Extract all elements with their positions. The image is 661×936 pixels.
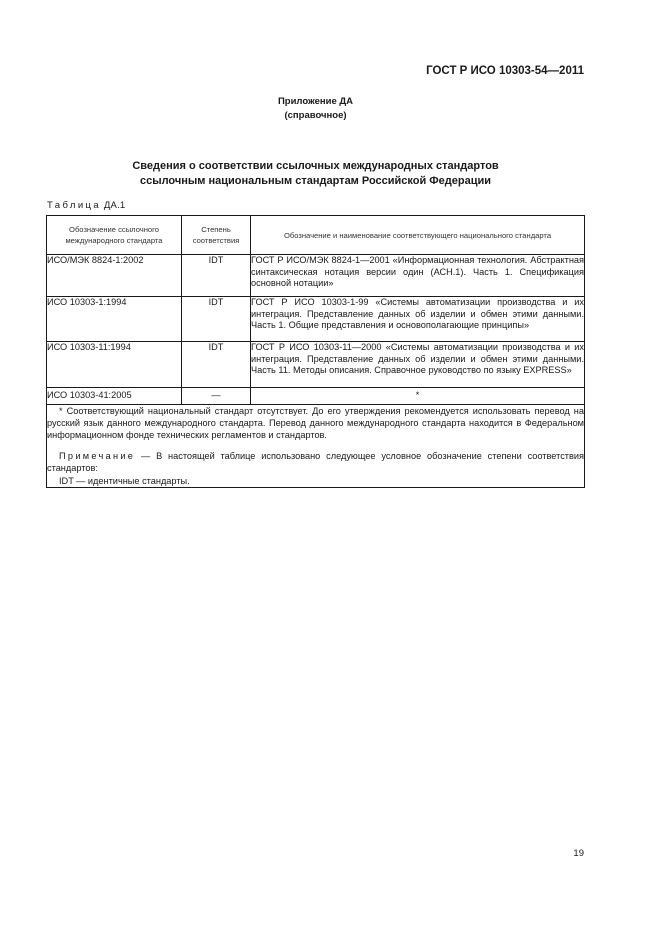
cell-degree: IDT — [182, 255, 251, 297]
footnote: * Соответствующий национальный стандарт отсутствует. До его утверждения рекомендуется использовать перевод на русский язык данного международного стандарта. Перевод данного международного стандарта находится в Федеральном информационном фонде технических регламентов и стандартов. — [47, 405, 584, 440]
standard-code-header: ГОСТ Р ИСО 10303-54—2011 — [426, 65, 584, 77]
table-row — [47, 342, 585, 388]
header-national-standard: Обозначение и наименование соответствующего национального стандарта — [251, 216, 585, 255]
cell-national-standard: * — [251, 388, 585, 405]
document-title-line-1: Сведения о соответствии ссылочных международных стандартов — [132, 160, 499, 172]
cell-degree: IDT — [182, 297, 251, 342]
appendix-heading — [0, 95, 631, 123]
appendix-title: Приложение ДА — [277, 96, 354, 107]
cell-degree: IDT — [182, 342, 251, 388]
cell-national-standard: ГОСТ Р ИСО 10303-1-99 «Системы автоматизации производства и их интеграция. Представление данных об изделии и обмен этими данными. Часть 1. Общие представления и основополагающие принципы» — [251, 297, 585, 342]
cell-ref-standard: ИСО 10303-11:1994 — [47, 342, 182, 388]
note-text: — В настоящей таблице использовано следующее условное обозначение степени соответствия стандартов: — [47, 451, 584, 474]
table-footer — [47, 404, 585, 487]
table-row — [47, 388, 585, 405]
cell-national-standard: ГОСТ Р ИСО 10303-11—2000 «Системы автоматизации производства и их интеграция. Представление данных об изделии и обмен этими данными. Часть 11. Методы описания. Справочное руководство по языку EXPRESS» — [251, 342, 585, 388]
cell-national-standard: ГОСТ Р ИСО/МЭК 8824-1—2001 «Информационная технология. Абстрактная синтаксическая нотация версии один (АСН.1). Часть 1. Спецификация основной нотации» — [251, 255, 585, 297]
table-note — [47, 450, 584, 474]
cell-ref-standard: ИСО 10303-41:2005 — [47, 388, 182, 405]
appendix-subtitle: (справочное) — [284, 110, 347, 121]
cell-ref-standard: ИСО 10303-1:1994 — [47, 297, 182, 342]
cell-degree: — — [182, 388, 251, 405]
note-idt-definition: IDT — идентичные стандарты. — [59, 475, 190, 486]
document-title — [60, 159, 571, 188]
table-caption — [47, 200, 125, 211]
table-row — [47, 255, 585, 297]
cell-ref-standard: ИСО/МЭК 8824-1:2002 — [47, 255, 182, 297]
table-caption-number: ДА.1 — [103, 200, 126, 211]
document-title-line-2: ссылочным национальным стандартам Российской Федерации — [139, 174, 492, 187]
note-label: Примечание — [59, 451, 136, 462]
table-header-row — [47, 216, 585, 255]
table-footer-row — [47, 404, 585, 487]
table-caption-word: Таблица — [47, 200, 102, 211]
table-row — [47, 297, 585, 342]
correspondence-table — [46, 215, 585, 488]
page-number: 19 — [573, 848, 584, 859]
header-degree: Степень соответствия — [182, 216, 251, 255]
header-ref-standard: Обозначение ссылочного международного стандарта — [47, 216, 182, 255]
